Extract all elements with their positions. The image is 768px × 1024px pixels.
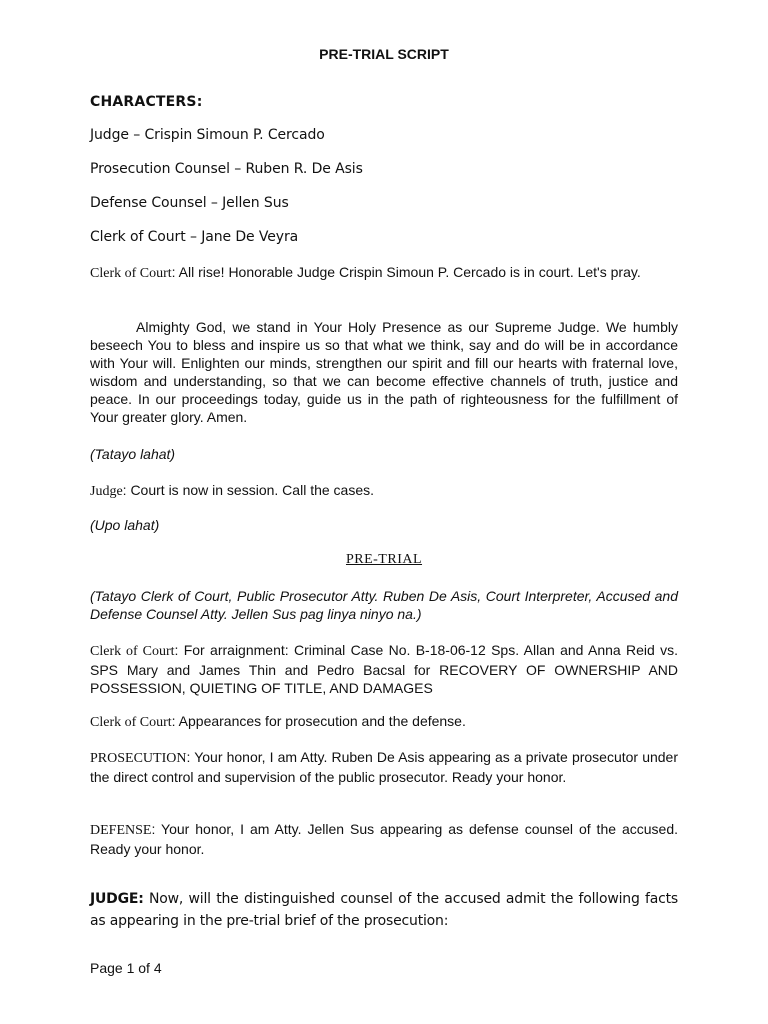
prayer-paragraph: Almighty God, we stand in Your Holy Presence as our Supreme Judge. We humbly beseech You to bless and inspire us so that what we think, say and do will be in accordance with Your will. Enlighten our minds, strengthen our spirit and fill our hearts with fraternal love, wisdom and understanding, so that we can become effective channels of truth, justice and peace. In our proceedings today, guide us in the path of righteousness for the fulfillment of Your greater glory. Amen. — [90, 319, 678, 425]
stage-direction: (Tatayo lahat) — [90, 446, 176, 462]
character-line: Defense Counsel – Jellen Sus — [90, 195, 289, 211]
dialogue-text: : Appearances for prosecution and the defense. — [171, 713, 466, 729]
document-title: PRE-TRIAL SCRIPT — [319, 46, 449, 62]
dialogue-paragraph — [90, 748, 678, 786]
speaker-name: Clerk of Court — [90, 715, 172, 730]
page-number: Page 1 of 4 — [90, 960, 162, 976]
dialogue-text: : For arraignment: Criminal Case No. B-18-06-12 Sps. Allan and Anna Reid vs. SPS Mary and James Thin and Pedro Bacsal for RECOVERY OF OWNERSHIP AND POSSESSION, QUIETING OF TITLE, AND DAMAGES — [90, 642, 679, 696]
dialogue-paragraph — [90, 888, 678, 932]
dialogue-text: : Your honor, I am Atty. Jellen Sus appearing as defense counsel of the accused. Ready your honor. — [90, 821, 678, 857]
speaker-name: DEFENSE — [90, 823, 152, 838]
dialogue-text: : Your honor, I am Atty. Ruben De Asis appearing as a private prosecutor under the direct control and supervision of the public prosecutor. Ready your honor. — [90, 749, 678, 785]
character-line: Prosecution Counsel – Ruben R. De Asis — [90, 161, 363, 177]
speaker-name: PROSECUTION — [90, 751, 187, 766]
dialogue-text: : All rise! Honorable Judge Crispin Simoun P. Cercado is in court. Let's pray. — [171, 264, 641, 280]
characters-heading: CHARACTERS: — [90, 94, 203, 110]
character-line: Clerk of Court – Jane De Veyra — [90, 229, 299, 245]
dialogue-paragraph — [90, 263, 678, 283]
dialogue-paragraph — [90, 820, 678, 858]
dialogue-text: Now, will the distinguished counsel of the accused admit the following facts as appearing in the pre-trial brief of the prosecution: — [90, 891, 678, 929]
dialogue-paragraph — [90, 641, 678, 697]
speaker-name: JUDGE: — [90, 891, 144, 907]
speaker-name: Clerk of Court — [90, 644, 175, 659]
speaker-name: Clerk of Court — [90, 266, 172, 281]
stage-direction: (Tatayo Clerk of Court, Public Prosecutor Atty. Ruben De Asis, Court Interpreter, Accused and Defense Counsel Atty. Jellen Sus pag linya ninyo na.) — [90, 588, 678, 622]
character-line: Judge – Crispin Simoun P. Cercado — [90, 127, 325, 143]
section-heading: PRE-TRIAL — [345, 552, 423, 567]
stage-direction: (Upo lahat) — [90, 517, 160, 533]
dialogue-text: : Court is now in session. Call the cases. — [122, 482, 375, 498]
dialogue-paragraph — [90, 712, 678, 732]
speaker-name: Judge — [90, 484, 123, 499]
dialogue-paragraph — [90, 481, 678, 501]
